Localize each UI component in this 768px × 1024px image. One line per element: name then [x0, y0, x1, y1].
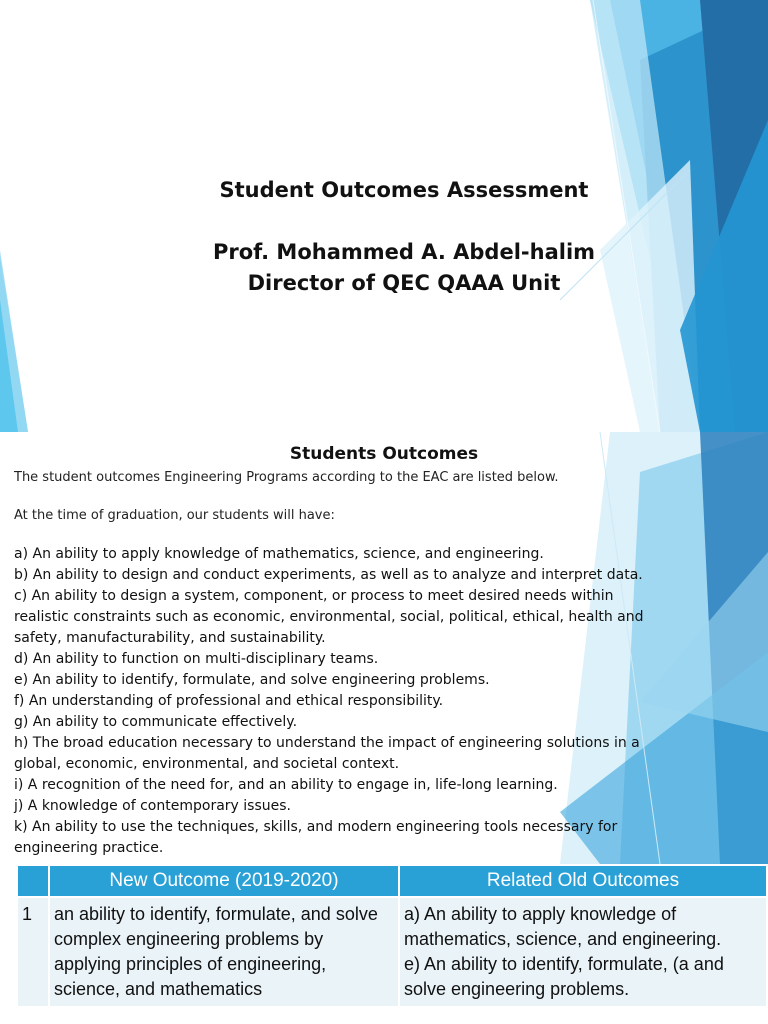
- new-outcome-cell: an ability to identify, formulate, and solve complex engineering problems by applying principles of engineering, science, and mathematics: [49, 897, 399, 1006]
- column-header-old-outcomes: Related Old Outcomes: [399, 866, 767, 897]
- table-row: [18, 897, 767, 1006]
- list-item: e) An ability to identify, formulate, and solve engineering problems.: [14, 672, 490, 688]
- old-outcomes-cell: [399, 897, 767, 1006]
- mapping-table-slide: [0, 864, 768, 1024]
- outcome-mapping-table: [18, 866, 768, 1006]
- column-header-new-outcome: New Outcome (2019-2020): [49, 866, 399, 897]
- author-name: Prof. Mohammed A. Abdel-halim: [212, 240, 596, 264]
- list-item: i) A recognition of the need for, and an ability to engage in, life-long learning.: [14, 777, 558, 793]
- title-slide: [0, 0, 768, 432]
- list-item: a) An ability to apply knowledge of mathematics, science, and engineering.: [14, 546, 544, 562]
- list-item: engineering practice.: [14, 840, 164, 856]
- list-item: realistic constraints such as economic, environmental, social, political, ethical, health and: [14, 609, 644, 625]
- list-item: d) An ability to function on multi-disciplinary teams.: [14, 651, 379, 667]
- outcomes-slide: [0, 432, 768, 864]
- row-number: 1: [18, 897, 49, 1006]
- list-item: global, economic, environmental, and societal context.: [14, 756, 400, 772]
- author-role: Director of QEC QAAA Unit: [247, 271, 561, 295]
- old-outcome-e: e) An ability to identify, formulate, (a and solve engineering problems.: [404, 954, 724, 999]
- table-header-row: [18, 866, 767, 897]
- list-item: h) The broad education necessary to understand the impact of engineering solutions in a: [14, 735, 640, 751]
- lead-text: At the time of graduation, our students will have:: [14, 508, 335, 523]
- intro-text: The student outcomes Engineering Programs according to the EAC are listed below.: [14, 470, 559, 485]
- decorative-shapes: [0, 0, 768, 432]
- column-header-number: [18, 866, 49, 897]
- section-heading: Students Outcomes: [289, 444, 479, 464]
- list-item: b) An ability to design and conduct experiments, as well as to analyze and interpret data.: [14, 567, 643, 583]
- old-outcome-a: a) An ability to apply knowledge of mathematics, science, and engineering.: [404, 904, 722, 949]
- list-item: safety, manufacturability, and sustainability.: [14, 630, 326, 646]
- list-item: j) A knowledge of contemporary issues.: [14, 798, 291, 814]
- list-item: f) An understanding of professional and ethical responsibility.: [14, 693, 444, 709]
- outcomes-list: [14, 544, 754, 859]
- slide-title: Student Outcomes Assessment: [219, 178, 589, 202]
- list-item: g) An ability to communicate effectively.: [14, 714, 298, 730]
- list-item: c) An ability to design a system, component, or process to meet desired needs within: [14, 588, 614, 604]
- list-item: k) An ability to use the techniques, skills, and modern engineering tools necessary for: [14, 819, 618, 835]
